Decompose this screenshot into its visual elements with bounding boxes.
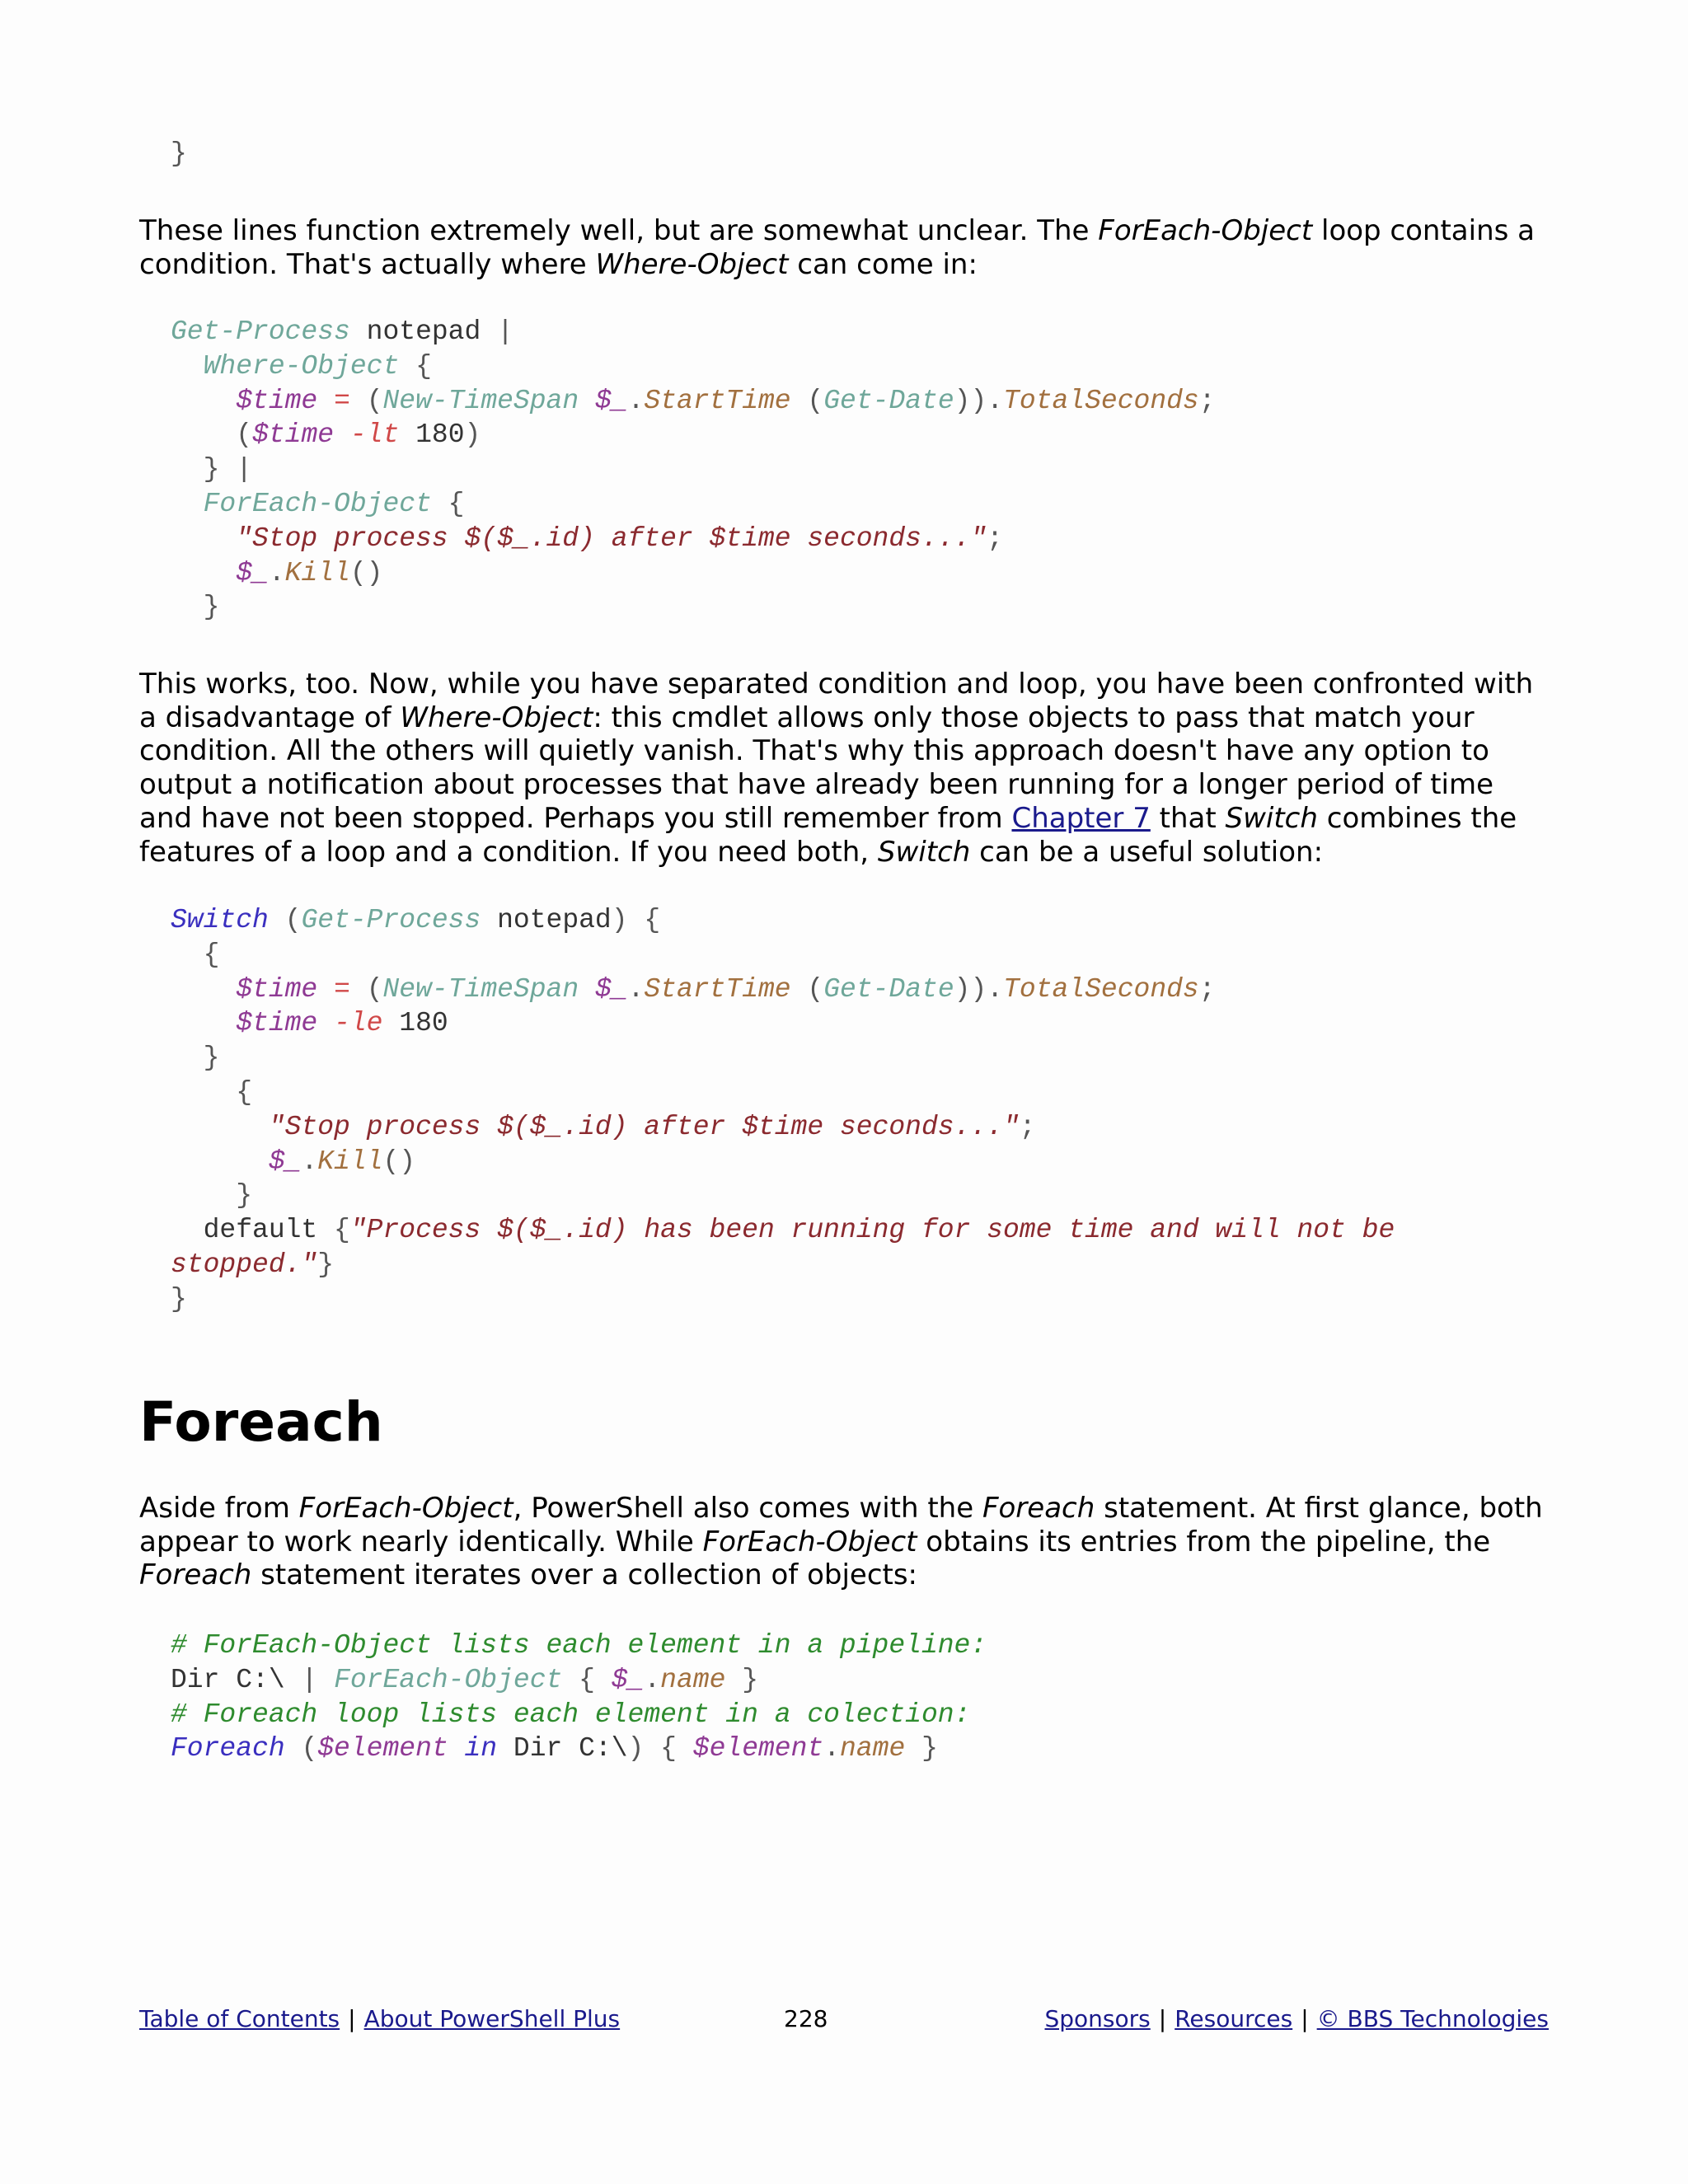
- code-token-kw: Switch: [171, 905, 269, 935]
- code-token-plain: 180: [415, 419, 465, 451]
- code-token-var: $_: [268, 1146, 302, 1177]
- body-text: loop contains a condition. That's actually where: [139, 214, 1535, 281]
- code-token-punct: }: [921, 1733, 938, 1765]
- code-token-punct: ;: [1019, 1111, 1036, 1142]
- code-token-cmd: Get-Date: [823, 973, 954, 1005]
- body-text: that: [1150, 801, 1226, 835]
- body-text: Aside from: [139, 1492, 299, 1525]
- code-token-prop: StartTime: [644, 973, 791, 1005]
- code-token-punct: )).: [954, 385, 1004, 416]
- code-token-var: $element: [692, 1733, 824, 1765]
- code-token-punct: }: [742, 1664, 759, 1695]
- code-token-cmd: Get-Date: [823, 385, 954, 416]
- code-token-kw: in: [464, 1733, 498, 1765]
- code-token-cmd: ForEach-Object: [203, 488, 432, 519]
- code-token-punct: (: [366, 973, 383, 1005]
- paragraph-switch-intro: [139, 668, 1550, 869]
- code-token-punct: }: [236, 1180, 253, 1212]
- code-token-prop: TotalSeconds: [1003, 385, 1199, 416]
- code-token-var: $_: [236, 557, 269, 588]
- code-token-op: =: [334, 385, 350, 416]
- body-text: can come in:: [788, 247, 978, 281]
- emphasis-text: Switch: [1225, 801, 1318, 835]
- code-token-plain: 180: [399, 1008, 448, 1039]
- code-token-punct: )).: [954, 973, 1004, 1005]
- code-token-prop: Kill: [317, 1146, 383, 1177]
- code-token-op: -lt: [349, 419, 400, 451]
- emphasis-text: ForEach-Object: [298, 1492, 513, 1525]
- code-token-punct: .: [627, 973, 645, 1005]
- code-token-prop: Kill: [284, 557, 350, 588]
- code-token-cmd: Where-Object: [203, 350, 400, 382]
- code-token-cmd: New-TimeSpan: [382, 385, 579, 416]
- body-text: : this cmdlet allows only those objects to pass that match your condition. All the others will quietly vanish. That's why this approach doesn't have any option to output a notification about processes that have already been running for a longer period of time and have not been stopped. Perhaps you still remember from: [139, 701, 1494, 835]
- code-token-var: $time: [236, 1008, 318, 1039]
- emphasis-text: Where-Object: [400, 701, 593, 734]
- body-text: combines the features of a loop and a condition. If you need both,: [139, 801, 1517, 869]
- paragraph-where-object-intro: [139, 214, 1550, 281]
- code-token-cmd: New-TimeSpan: [382, 973, 579, 1005]
- body-text: statement. At first glance, both appear to work nearly identically. While: [139, 1492, 1543, 1558]
- body-text: statement iterates over a collection of objects:: [251, 1558, 918, 1592]
- code-token-punct: (: [284, 905, 302, 935]
- code-token-op: =: [334, 973, 350, 1005]
- code-token-punct: (: [807, 385, 824, 416]
- code-block-where-object: [171, 315, 1216, 625]
- emphasis-text: ForEach-Object: [702, 1525, 917, 1558]
- body-text: These lines function extremely well, but are somewhat unclear. The: [139, 214, 1099, 247]
- code-token-punct: }: [203, 1043, 220, 1074]
- code-token-var: $_: [594, 973, 628, 1005]
- page-number: 228: [784, 2005, 828, 2032]
- code-token-punct: .: [301, 1146, 318, 1177]
- code-token-punct: ) {: [627, 1733, 677, 1765]
- footer-right-links: [1045, 2004, 1550, 2034]
- code-block-tail: [171, 137, 187, 171]
- code-token-punct: (: [301, 1733, 318, 1765]
- code-token-prop: StartTime: [644, 385, 791, 416]
- code-token-punct: (: [807, 973, 824, 1005]
- code-token-cmd: Get-Process: [171, 316, 350, 347]
- code-token-str: "Process $($_.id) has been running for some time and will not be: [349, 1215, 1395, 1246]
- code-token-punct: {: [203, 939, 220, 970]
- footer-separator: |: [348, 2005, 356, 2032]
- body-text: obtains its entries from the pipeline, the: [917, 1525, 1491, 1558]
- footer-separator: |: [1301, 2005, 1309, 2032]
- code-token-var: $time: [236, 385, 318, 416]
- code-token-cmd: ForEach-Object: [334, 1664, 563, 1695]
- code-block-foreach: [171, 1629, 987, 1766]
- code-token-punct: }: [317, 1249, 335, 1280]
- code-token-str: stopped.": [171, 1249, 318, 1280]
- emphasis-text: Foreach: [139, 1558, 252, 1592]
- code-token-var: $time: [252, 419, 335, 451]
- body-text: This works, too. Now, while you have separated condition and loop, you have been confronted with a disadvantage of: [139, 668, 1534, 734]
- code-token-plain: Dir C:\: [171, 1664, 285, 1695]
- table-of-contents-link[interactable]: Table of Contents: [139, 2005, 340, 2032]
- code-token-punct: ): [464, 419, 481, 451]
- resources-link[interactable]: Resources: [1175, 2005, 1293, 2032]
- code-token-cmt: # Foreach loop lists each element in a colection:: [171, 1699, 971, 1730]
- bbs-technologies-link[interactable]: © BBS Technologies: [1316, 2005, 1549, 2032]
- sponsors-link[interactable]: Sponsors: [1044, 2005, 1151, 2032]
- code-token-punct: }: [171, 1283, 187, 1315]
- emphasis-text: Foreach: [982, 1492, 1095, 1525]
- code-token-var: $_: [611, 1664, 645, 1695]
- code-token-plain: default: [203, 1215, 318, 1246]
- code-token-var: $time: [236, 973, 318, 1005]
- code-token-str: "Stop process $($_.id) after $time seconds...": [236, 523, 987, 554]
- code-token-punct: } |: [203, 454, 253, 485]
- code-token-punct: .: [644, 1664, 661, 1695]
- code-token-prop: name: [840, 1733, 906, 1765]
- paragraph-foreach-intro: [139, 1492, 1550, 1592]
- emphasis-text: Where-Object: [595, 247, 789, 281]
- code-token-kw: Foreach: [171, 1733, 285, 1765]
- code-token-punct: .: [823, 1733, 841, 1765]
- code-token-prop: name: [660, 1664, 726, 1695]
- section-heading-foreach: Foreach: [139, 1390, 383, 1454]
- code-token-punct: (): [382, 1146, 416, 1177]
- code-token-cmd: Get-Process: [301, 905, 481, 935]
- code-token-punct: {: [334, 1215, 350, 1246]
- code-token-plain: notepad: [366, 316, 481, 347]
- body-text: can be a useful solution:: [970, 835, 1324, 869]
- code-token-punct: (: [366, 385, 383, 416]
- code-token-op: -le: [334, 1008, 383, 1039]
- footer-left-links: [139, 2004, 620, 2034]
- code-token-var: $element: [317, 1733, 448, 1765]
- code-token-punct: ) {: [611, 905, 661, 935]
- code-block-switch: [171, 903, 1395, 1317]
- code-token-plain: notepad: [497, 905, 612, 935]
- code-token-punct: .: [627, 385, 645, 416]
- emphasis-text: Switch: [877, 835, 971, 869]
- code-token-punct: }: [203, 592, 220, 623]
- about-powershell-plus-link[interactable]: About PowerShell Plus: [363, 2005, 621, 2032]
- code-token-punct: {: [448, 488, 465, 519]
- code-token-punct: .: [268, 557, 285, 588]
- code-token-punct: ;: [987, 523, 1003, 554]
- code-token-punct: |: [497, 316, 513, 347]
- code-token-str: "Stop process $($_.id) after $time seconds...": [268, 1111, 1020, 1142]
- code-token-plain: Dir C:\: [513, 1733, 628, 1765]
- code-token-punct: ;: [1198, 385, 1216, 416]
- code-token-punct: {: [415, 350, 432, 382]
- code-token-punct: {: [236, 1076, 253, 1108]
- footer-separator: |: [1158, 2005, 1167, 2032]
- code-token-punct: ;: [1198, 973, 1216, 1005]
- code-token-punct: (: [236, 419, 253, 451]
- code-token-cmt: # ForEach-Object lists each element in a pipeline:: [171, 1630, 987, 1661]
- code-token-prop: TotalSeconds: [1003, 973, 1199, 1005]
- code-token-punct: (): [349, 557, 383, 588]
- chapter-7-link[interactable]: Chapter 7: [1011, 801, 1151, 835]
- code-token-var: $_: [594, 385, 628, 416]
- code-token-punct: |: [301, 1664, 318, 1695]
- body-text: , PowerShell also comes with the: [513, 1492, 982, 1525]
- emphasis-text: ForEach-Object: [1098, 214, 1313, 247]
- code-token-punct: {: [579, 1664, 595, 1695]
- code-closing-brace: }: [171, 138, 187, 169]
